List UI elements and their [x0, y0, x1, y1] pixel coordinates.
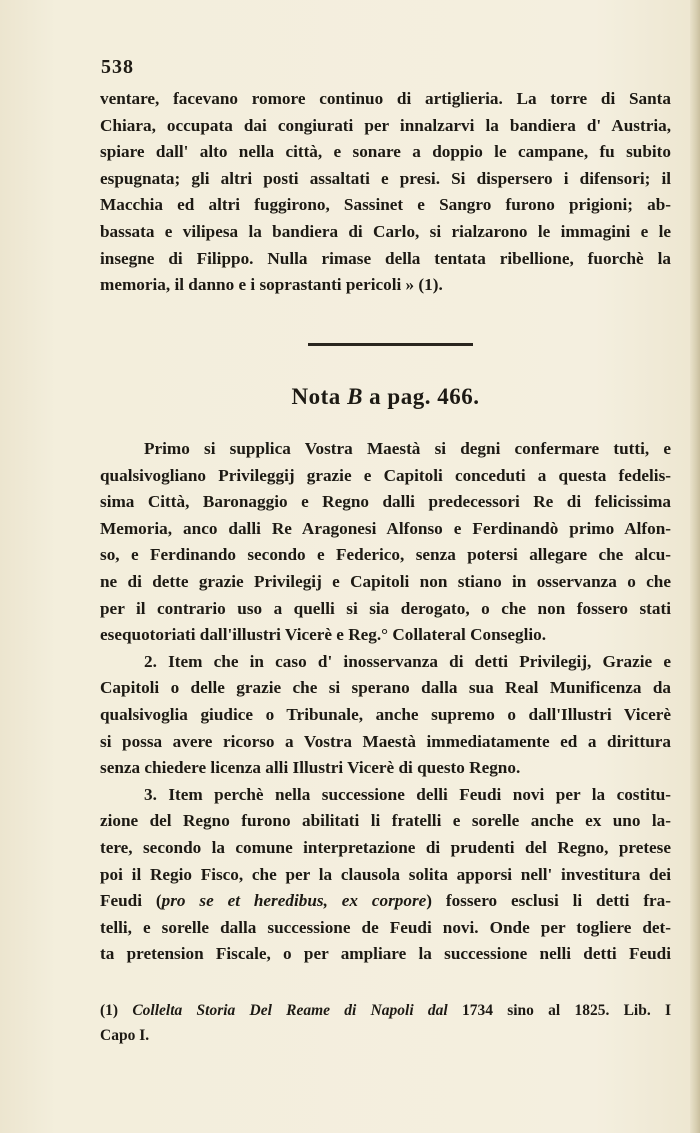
text-line: Macchia ed altri fuggirono, Sassinet e Sangro furono prigioni; ab- [100, 195, 671, 215]
text-line: Capitoli o delle grazie che si sperano dalla sua Real Munificenza da [100, 678, 671, 698]
text-line: esequotoriati dall'illustri Vicerè e Reg.° Collateral Conseglio. [100, 625, 547, 645]
text-line: ta pretension Fiscale, o per ampliare la successione nelli detti Feudi [100, 944, 671, 964]
paragraph-continued [100, 86, 671, 299]
page-number: 538 [101, 56, 134, 78]
text-line: telli, e sorelle dalla successione de Feudi novi. Onde per togliere det- [100, 917, 671, 937]
text-line: senza chiedere licenza alli Illustri Vicerè di questo Regno. [100, 758, 521, 778]
heading-letter: B [347, 384, 363, 409]
text-line: ventare, facevano romore continuo di artiglieria. La torre di Santa [100, 89, 671, 108]
text-line: si possa avere ricorso a Vostra Maestà immediatamente ed a dirittura [100, 731, 671, 751]
text-line: insegne di Filippo. Nulla rimase della tentata ribellione, fuorchè la [100, 248, 671, 268]
footnote-line: Capo I. [100, 1027, 150, 1044]
feudi-pre: Feudi ( [100, 891, 162, 911]
text-line: bassata e vilipesa la bandiera di Carlo, si rialzarono le immagini e le [100, 221, 671, 241]
text-line: so, e Ferdinando secondo e Federico, senza potersi allegare che alcu- [100, 545, 671, 565]
text-line: Memoria, anco dalli Re Aragonesi Alfonso e Ferdinandò primo Alfon- [100, 518, 671, 538]
section-divider [308, 343, 473, 346]
text-line: sima Città, Baronaggio e Regno dalli predecessori Re di felicissima [100, 492, 671, 512]
footnote-marker: (1) [100, 1002, 133, 1019]
section-heading [100, 384, 671, 410]
text-line: per il contrario uso a quelli si sia derogato, o che non fossero stati [100, 598, 671, 618]
text-line: Primo si supplica Vostra Maestà si degni confermare tutti, e [144, 439, 671, 458]
feudi-latin: pro se et heredibus, ex corpore [161, 891, 427, 911]
text-line: qualsivogliano Privileggij grazie e Capitoli conceduti a questa fedelis- [100, 465, 671, 485]
footnote-rest: 1734 sino al 1825. Lib. I [447, 1002, 672, 1019]
text-line: 2. Item che in caso d' inosservanza di detti Privilegij, Grazie e [144, 651, 671, 671]
text-line: Chiara, occupata dai congiurati per innalzarvi la bandiera d' Austria, [100, 115, 671, 135]
text-line [100, 888, 671, 915]
text-line: spiare dall' alto nella città, e sonare a doppio le campane, fu subito [100, 142, 671, 162]
heading-pre: Nota [291, 384, 348, 409]
heading-post: a pag. 466. [362, 384, 480, 409]
feudi-post: ) fossero esclusi li detti fra- [426, 891, 671, 911]
footnote [100, 998, 671, 1048]
text-line: memoria, il danno e i soprastanti pericoli » (1). [100, 275, 443, 295]
text-line: tere, secondo la comune interpretazione di prudenti del Regno, pretese [100, 837, 671, 857]
text-line: zione del Regno furono abilitati li fratelli e sorelle anche ex uno la- [100, 811, 671, 831]
footnote-line [100, 998, 671, 1023]
page-edge [690, 0, 700, 1133]
nota-b-text [100, 436, 671, 968]
text-line: qualsivoglia giudice o Tribunale, anche supremo o dall'Illustri Vicerè [100, 704, 671, 724]
footnote-title: Collelta Storia Del Reame di Napoli dal [132, 1002, 448, 1019]
text-line: poi il Regio Fisco, che per la clausola solita apporsi nell' investitura dei [100, 864, 671, 884]
text-line: 3. Item perchè nella successione delli Feudi novi per la costitu- [144, 784, 671, 804]
text-line: espugnata; gli altri posti assaltati e presi. Si dispersero i difensori; il [100, 168, 671, 188]
text-line: ne di dette grazie Privilegij e Capitoli non stiano in osservanza o che [100, 571, 671, 591]
